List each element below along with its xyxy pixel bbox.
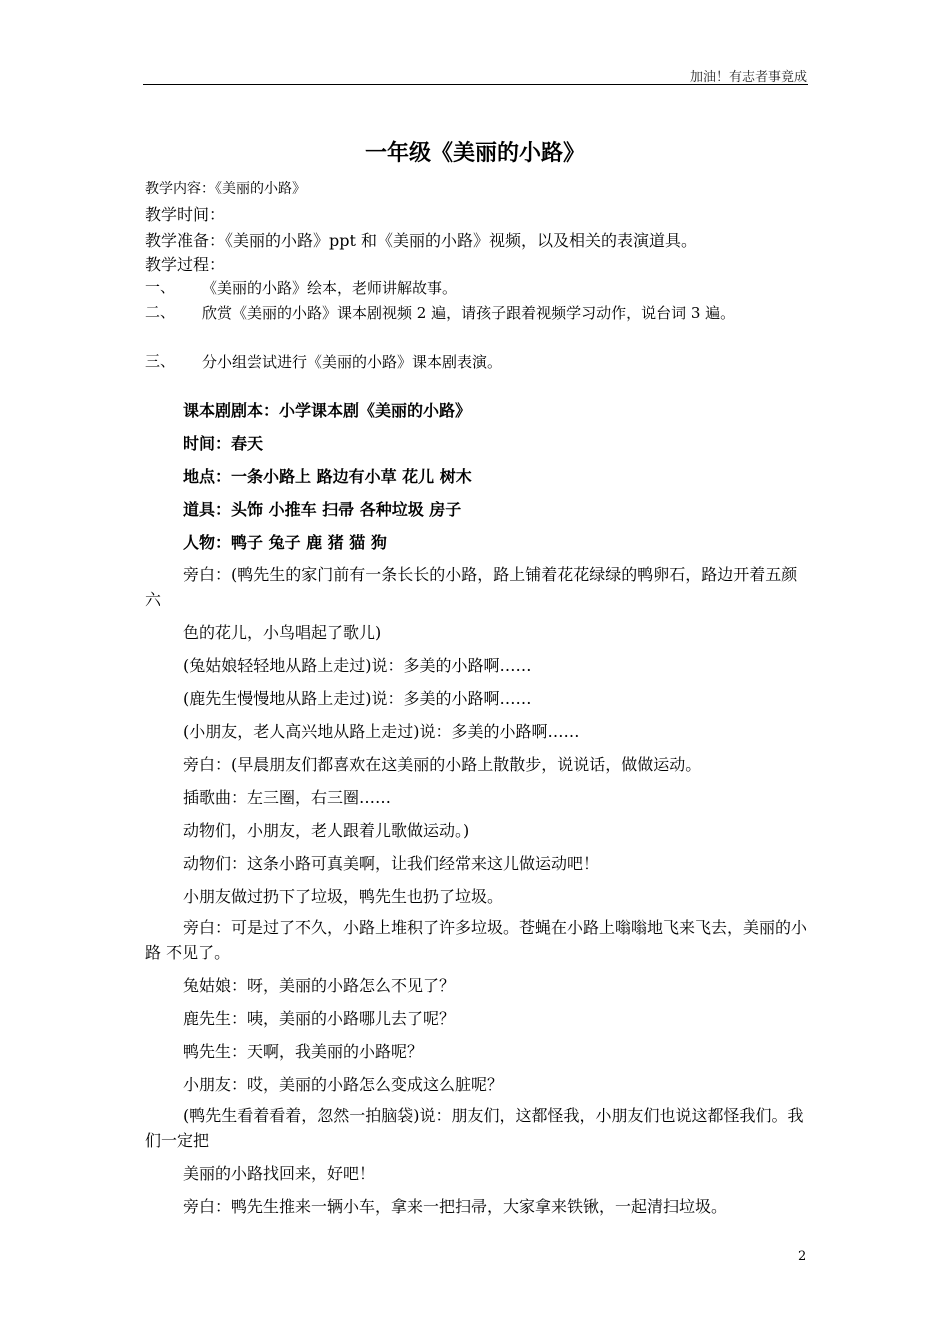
script-line: (鹿先生慢慢地从路上走过)说：多美的小路啊…… [183,689,532,708]
page-title: 一年级《美丽的小路》 [364,141,585,166]
header-divider [143,84,808,85]
script-line: (小朋友，老人高兴地从路上走过)说：多美的小路啊…… [183,722,580,741]
script-line: (鸭先生看着看着，忽然一拍脑袋)说：朋友们，这都怪我，小朋友们也说这都怪我们。我们一定把 [145,1106,804,1150]
teaching-prep: 教学准备：《美丽的小路》ppt 和《美丽的小路》视频，以及相关的表演道具。 [145,231,698,250]
teaching-content: 教学内容：《美丽的小路》 [145,181,306,197]
header-motto: 加油！有志者事竟成 [689,70,807,85]
script-title: 课本剧剧本：小学课本剧《美丽的小路》 [183,401,472,420]
script-line: 色的花儿，小鸟唱起了歌儿) [183,623,382,642]
teaching-process: 教学过程： [145,255,226,274]
step-number: 一、 [145,278,176,296]
script-line: (兔姑娘轻轻地从路上走过)说：多美的小路啊…… [183,656,532,675]
script-line: 小朋友：哎，美丽的小路怎么变成这么脏呢？ [183,1075,504,1094]
script-line: 小朋友做过扔下了垃圾，鸭先生也扔了垃圾。 [183,887,504,906]
script-line: 鸭先生：天啊，我美丽的小路呢？ [183,1042,424,1061]
script-line: 动物们，小朋友，老人跟着儿歌做运动。) [183,821,470,840]
step-text: 分小组尝试进行《美丽的小路》课本剧表演。 [202,353,503,371]
script-line: 鹿先生：咦，美丽的小路哪儿去了呢？ [183,1009,456,1028]
script-props: 道具：头饰 小推车 扫帚 各种垃圾 房子 [183,500,462,519]
script-line: 旁白：可是过了不久，小路上堆积了许多垃圾。苍蝇在小路上嗡嗡地飞来飞去，美丽的小路 不见了。 [145,918,808,962]
script-line: 美丽的小路找回来，好吧！ [183,1164,376,1183]
script-line: 旁白：(鸭先生的家门前有一条长长的小路，路上铺着花花绿绿的鸭卵石，路边开着五颜六 [145,565,798,609]
teaching-time: 教学时间： [145,205,226,224]
script-time: 时间：春天 [183,434,264,453]
step-number: 三、 [145,352,176,370]
step-number: 二、 [145,303,176,321]
script-line: 插歌曲：左三圈，右三圈…… [183,788,392,807]
step-text: 欣赏《美丽的小路》课本剧视频 2 遍，请孩子跟着视频学习动作，说台词 3 遍。 [202,304,736,322]
script-line: 旁白：鸭先生推来一辆小车，拿来一把扫帚，大家拿来铁锹，一起清扫垃圾。 [183,1197,728,1216]
script-line: 兔姑娘：呀，美丽的小路怎么不见了？ [183,976,456,995]
script-line: 动物们：这条小路可真美啊，让我们经常来这儿做运动吧！ [183,854,600,873]
script-characters: 人物：鸭子 兔子 鹿 猪 猫 狗 [183,533,387,552]
script-line: 旁白：(早晨朋友们都喜欢在这美丽的小路上散散步，说说话，做做运动。 [183,755,702,774]
script-place: 地点：一条小路上 路边有小草 花儿 树木 [183,467,472,486]
step-text: 《美丽的小路》绘本，老师讲解故事。 [202,279,458,297]
page-number: 2 [798,1249,807,1264]
